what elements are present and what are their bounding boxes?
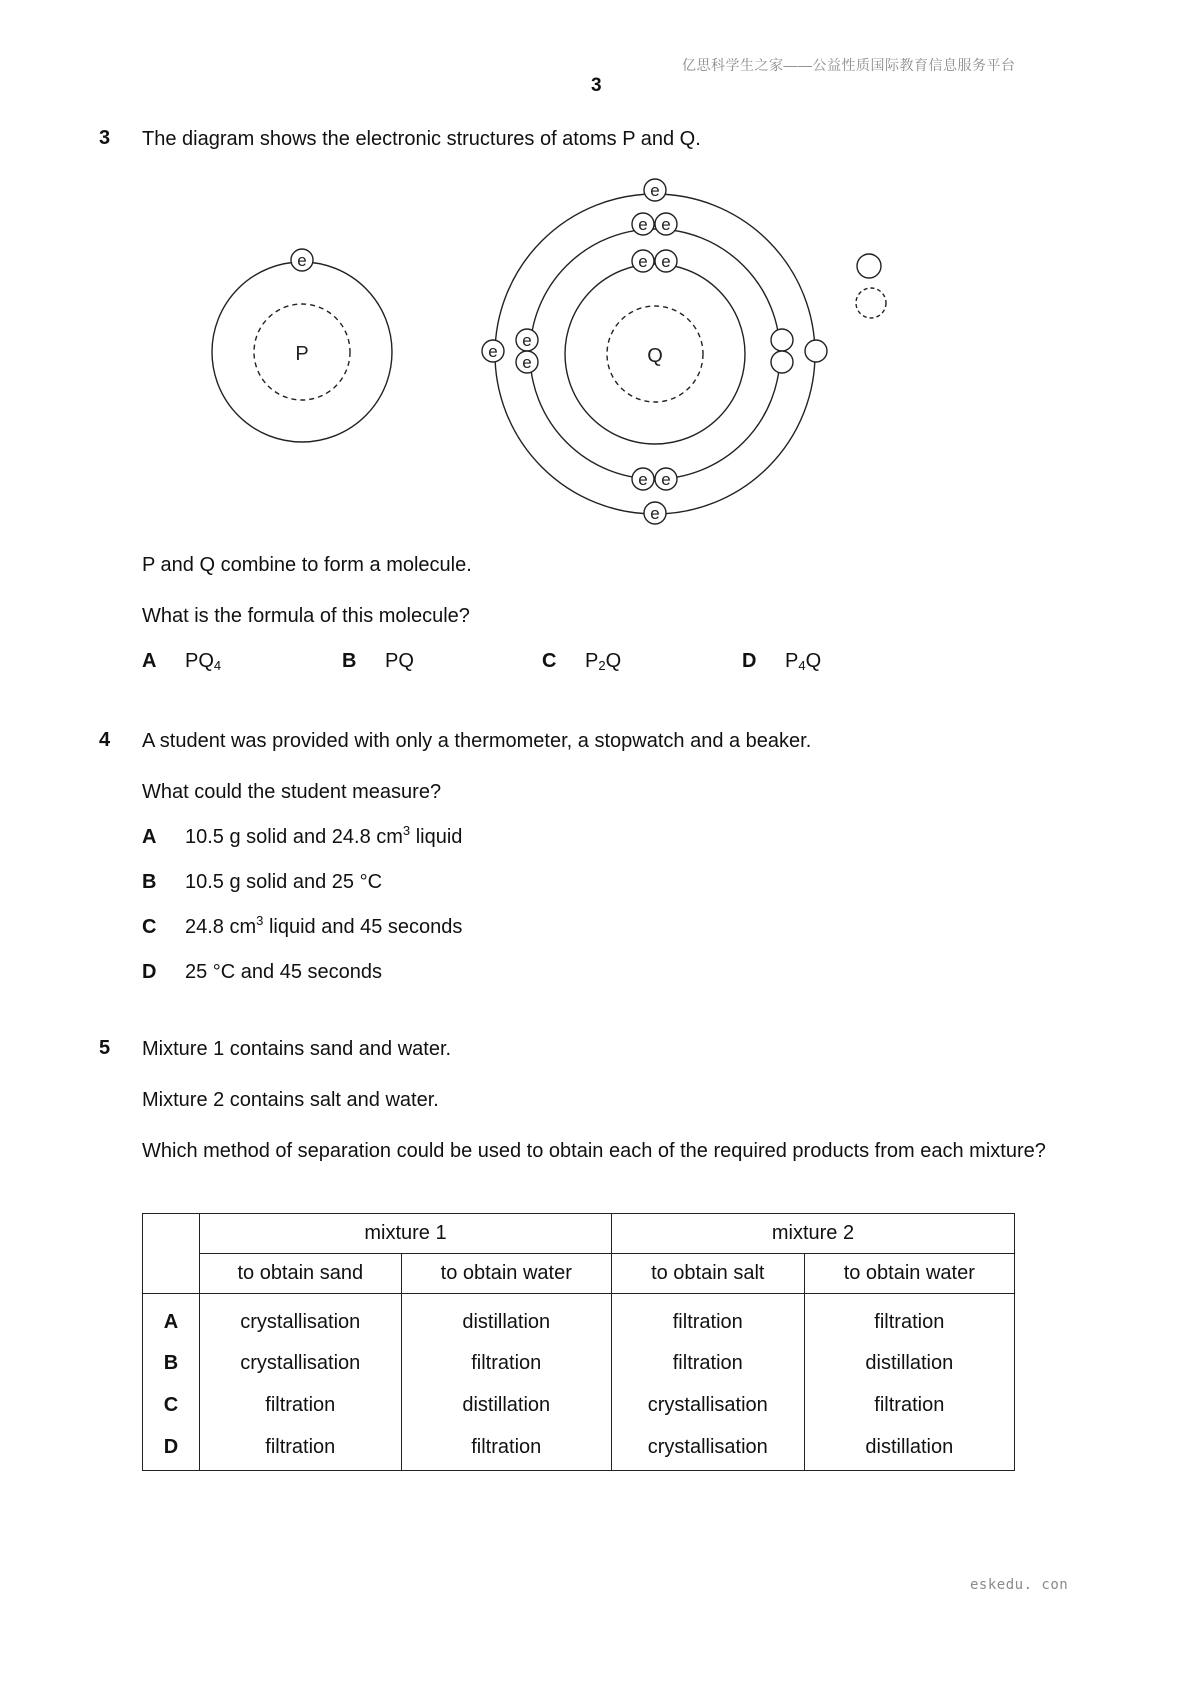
q5-question: Which method of separation could be used to obtain each of the required products from each mixture? [142,1140,1046,1162]
q4-question: What could the student measure? [142,781,442,803]
table-cell: filtration [804,1384,1014,1426]
table-row [143,1426,1015,1471]
svg-text:e: e [661,252,671,271]
electron [644,502,666,524]
q3-number: 3 [99,127,111,149]
svg-text:e: e [522,331,532,350]
q3-option-c: C $P_2Q$ [542,650,622,673]
table-subheader: to obtain sand [200,1254,402,1294]
footer-site: eskedu. con [970,1577,1069,1593]
table-cell: distillation [401,1294,611,1343]
svg-text:e: e [650,181,660,200]
row-label: D [143,1426,200,1471]
atom-q-empty-electrons [771,329,827,373]
q4-option-d: D 25 °C and 45 seconds [142,961,383,983]
table-subheader: to obtain salt [611,1254,804,1294]
electron [516,329,538,351]
q3-option-b: B PQ [342,650,414,672]
table-cell: filtration [804,1294,1014,1343]
q4-option-a: A 10.5 g solid and 24.8 $cm^3$ liquid [142,823,463,848]
q3-line2: What is the formula of this molecule? [142,605,470,627]
q3-option-d: D $P_4Q$ [742,650,822,673]
q3-option-a: A $PQ_4$ [142,650,222,673]
table-row [143,1294,1015,1343]
electron [655,468,677,490]
electron [516,351,538,373]
electron [632,250,654,272]
row-label: C [143,1384,200,1426]
electron [632,213,654,235]
q5-line2: Mixture 2 contains salt and water. [142,1089,439,1111]
table-cell: distillation [401,1384,611,1426]
separation-methods-table [142,1213,1015,1471]
table-cell: filtration [401,1426,611,1471]
q4-option-b: B 10.5 g solid and 25 °C [142,871,383,893]
table-cell: filtration [200,1426,402,1471]
electron [482,340,504,362]
table-cell: crystallisation [200,1342,402,1384]
table-row [143,1342,1015,1384]
svg-text:e: e [661,215,671,234]
q3-stem: The diagram shows the electronic structures of atoms P and Q. [142,128,701,150]
table-cell: filtration [611,1342,804,1384]
table-cell: crystallisation [611,1384,804,1426]
svg-text:e: e [650,504,660,523]
svg-text:e: e [661,470,671,489]
page-number: 3 [591,75,602,96]
table-row [143,1384,1015,1426]
table-subheader: to obtain water [401,1254,611,1294]
electron [644,179,666,201]
table-cell: distillation [804,1342,1014,1384]
header-watermark: 亿思科学生之家——公益性质国际教育信息服务平台 [682,57,1016,73]
q3-option-d-letter: D [742,650,757,672]
table-cell: crystallisation [200,1294,402,1343]
table-cell: filtration [401,1342,611,1384]
electron [655,213,677,235]
electron [655,250,677,272]
table-cell: filtration [200,1384,402,1426]
q3-option-a-letter: A [142,650,157,672]
symbol-key [856,254,886,318]
row-label: A [143,1294,200,1343]
q4-number: 4 [99,729,111,751]
table-cell: filtration [611,1294,804,1343]
table-group-header-mixture-1: mixture 1 [200,1214,612,1254]
q4-option-c: C 24.8 $cm^3$ liquid and 45 seconds [142,913,463,938]
table-cell: distillation [804,1426,1014,1471]
q4-stem: A student was provided with only a thermometer, a stopwatch and a beaker. [142,730,812,752]
svg-text:e: e [522,353,532,372]
table-group-header-mixture-2: mixture 2 [611,1214,1014,1254]
electronic-structure-diagram [0,0,1190,560]
table-corner [143,1214,200,1294]
q5-number: 5 [99,1037,111,1059]
q3-option-c-letter: C [542,650,557,672]
atom-q-label: Q [647,345,663,367]
atom-p-label: P [295,343,309,365]
atom-p-electron [291,249,313,271]
q5-line1: Mixture 1 contains sand and water. [142,1038,452,1060]
svg-text:e: e [638,252,648,271]
table-cell: crystallisation [611,1426,804,1471]
table-subheader: to obtain water [804,1254,1014,1294]
svg-text:e: e [488,342,498,361]
svg-text:e: e [638,470,648,489]
svg-text:e: e [638,215,648,234]
svg-text:e: e [297,251,307,270]
row-label: B [143,1342,200,1384]
q3-line1: P and Q combine to form a molecule. [142,554,472,576]
q3-option-b-letter: B [342,650,357,672]
electron [632,468,654,490]
